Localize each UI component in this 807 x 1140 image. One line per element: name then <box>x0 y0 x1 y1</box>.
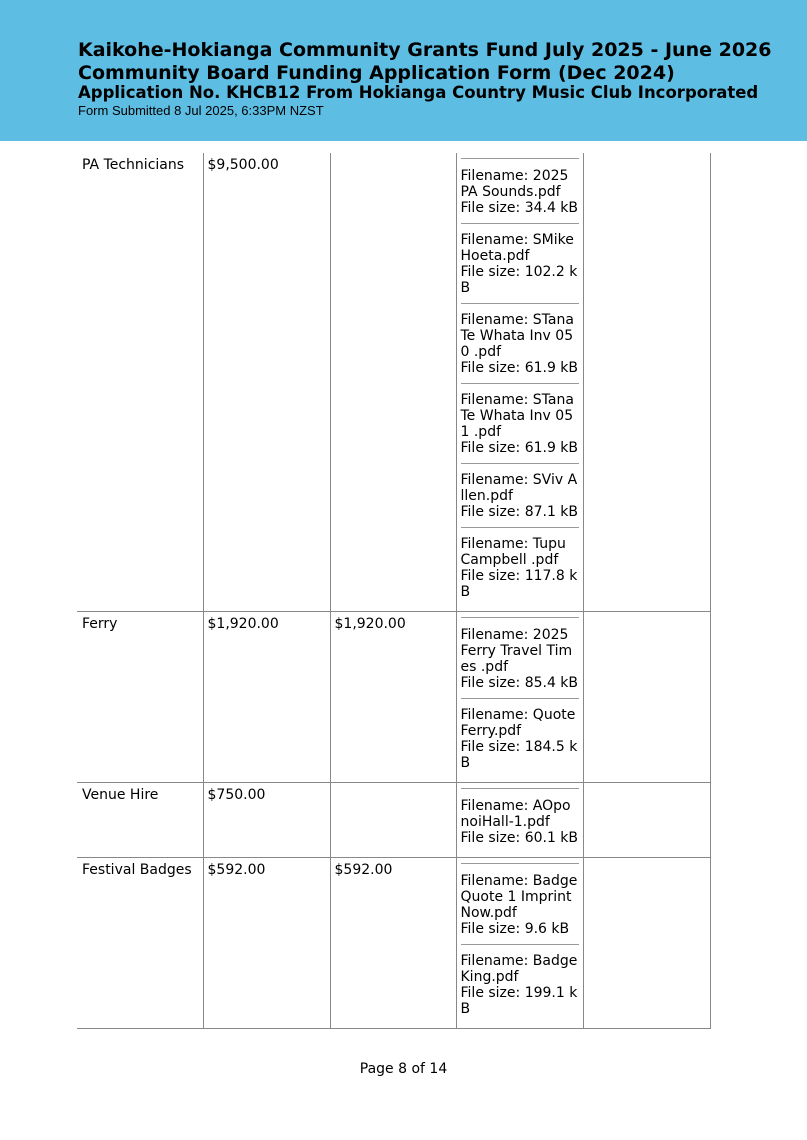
attachment-entry[interactable] <box>461 303 579 377</box>
attachment-filesize: File size: 60.1 kB <box>460 830 579 846</box>
budget-items-table <box>77 153 711 1029</box>
table-row <box>77 858 710 1029</box>
amount-requested-cell <box>330 612 456 783</box>
attachment-entry[interactable] <box>461 788 579 847</box>
attachment-filesize: File size: 102.2 kB <box>460 264 578 296</box>
notes-cell <box>583 153 710 612</box>
amount-requested-cell <box>330 858 456 1029</box>
amount-requested-cell <box>330 153 456 612</box>
item-cost-cell-text: $9,500.00 <box>207 157 279 173</box>
attachment-filename: Filename: Quote Ferry.pdf <box>460 707 576 739</box>
attachment-filename: Filename: SMike Hoeta.pdf <box>460 232 574 264</box>
amount-requested-cell-text: $1,920.00 <box>334 616 406 632</box>
item-description-cell-text: Ferry <box>82 616 118 632</box>
amount-requested-cell-text: $592.00 <box>334 862 393 878</box>
item-cost-cell <box>203 783 330 858</box>
attachment-filename: Filename: SViv Allen.pdf <box>460 472 578 504</box>
item-description-cell <box>77 858 203 1029</box>
attachment-filename: Filename: Badge Quote 1 Imprint Now.pdf <box>460 873 578 921</box>
attachment-filesize: File size: 9.6 kB <box>460 921 570 937</box>
application-subtitle: Application No. KHCB12 From Hokianga Country Music Club Incorporated <box>78 83 759 102</box>
attachment-filename: Filename: STana Te Whata Inv 051 .pdf <box>460 392 574 440</box>
header-banner <box>0 0 807 141</box>
attachment-filename: Filename: Tupu Campbell .pdf <box>460 536 566 568</box>
attachment-entry[interactable] <box>461 223 579 297</box>
attachments-cell <box>456 783 583 858</box>
attachment-filesize: File size: 199.1 kB <box>460 985 578 1017</box>
item-description-cell <box>77 783 203 858</box>
item-description-cell-text: Venue Hire <box>82 787 159 803</box>
attachments-cell <box>456 153 583 612</box>
table-row <box>77 612 710 783</box>
attachment-entry[interactable] <box>461 863 579 938</box>
item-description-cell-text: PA Technicians <box>82 157 185 173</box>
table-row <box>77 153 710 612</box>
attachment-entry[interactable] <box>461 463 579 521</box>
submission-timestamp: Form Submitted 8 Jul 2025, 6:33PM NZST <box>78 103 324 118</box>
attachments-cell <box>456 858 583 1029</box>
item-cost-cell-text: $592.00 <box>207 862 266 878</box>
item-cost-cell-text: $750.00 <box>207 787 266 803</box>
item-description-cell <box>77 153 203 612</box>
item-cost-cell <box>203 858 330 1029</box>
item-description-cell <box>77 612 203 783</box>
item-cost-cell <box>203 153 330 612</box>
attachment-filename: Filename: AOponoiHall-1.pdf <box>460 798 571 830</box>
form-title-line-2: Community Board Funding Application Form (Dec 2024) <box>78 62 675 84</box>
notes-cell <box>583 783 710 858</box>
attachment-filename: Filename: Badge King.pdf <box>460 953 578 985</box>
attachment-filename: Filename: 2025 PA Sounds.pdf <box>460 168 569 200</box>
item-description-cell-text: Festival Badges <box>82 862 192 878</box>
item-cost-cell <box>203 612 330 783</box>
attachment-filesize: File size: 61.9 kB <box>460 440 579 456</box>
attachment-filesize: File size: 184.5 kB <box>460 739 578 771</box>
attachment-entry[interactable] <box>461 158 579 217</box>
attachment-entry[interactable] <box>461 944 579 1018</box>
attachment-filesize: File size: 61.9 kB <box>460 360 579 376</box>
attachment-entry[interactable] <box>461 698 579 772</box>
item-cost-cell-text: $1,920.00 <box>207 616 279 632</box>
form-title-line-1: Kaikohe-Hokianga Community Grants Fund July 2025 - June 2026 <box>78 39 772 61</box>
attachment-entry[interactable] <box>461 383 579 457</box>
attachment-filename: Filename: STana Te Whata Inv 050 .pdf <box>460 312 574 360</box>
attachment-filesize: File size: 34.4 kB <box>460 200 579 216</box>
attachment-filesize: File size: 87.1 kB <box>460 504 579 520</box>
attachment-entry[interactable] <box>461 527 579 601</box>
attachment-filesize: File size: 117.8 kB <box>460 568 578 600</box>
notes-cell <box>583 612 710 783</box>
attachment-filesize: File size: 85.4 kB <box>460 675 579 691</box>
attachment-entry[interactable] <box>461 617 579 692</box>
notes-cell <box>583 858 710 1029</box>
page-number: Page 8 of 14 <box>359 1061 448 1077</box>
table-row <box>77 783 710 858</box>
attachment-filename: Filename: 2025 Ferry Travel Times .pdf <box>460 627 573 675</box>
amount-requested-cell <box>330 783 456 858</box>
attachments-cell <box>456 612 583 783</box>
